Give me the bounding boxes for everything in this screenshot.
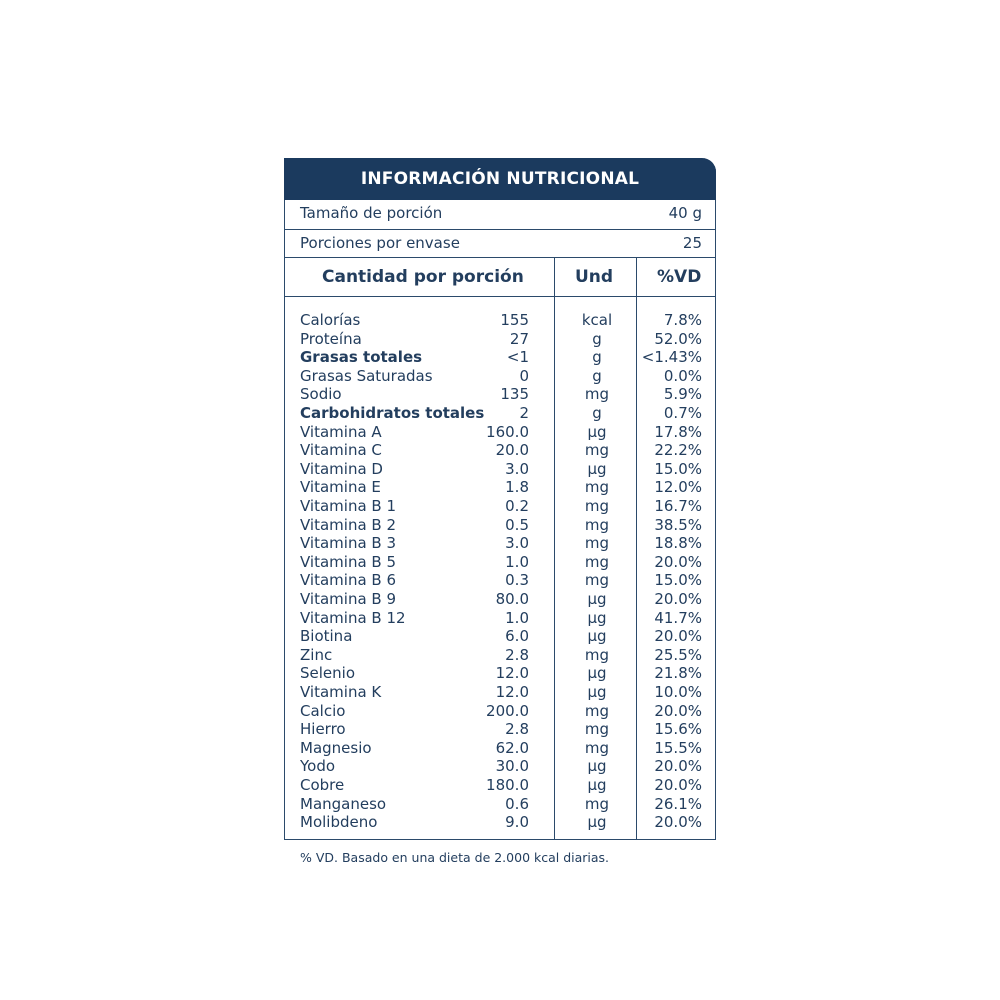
nutrient-name: Sodio — [300, 385, 342, 404]
nutrient-amount: 2.8 — [505, 645, 529, 664]
nutrient-unit: mg — [584, 534, 610, 553]
nutrient-dv: 20.0% — [654, 776, 702, 794]
column-header-unit: Und — [575, 267, 614, 287]
nutrient-dv: <1.43% — [641, 348, 702, 367]
nutrient-unit: µg — [587, 590, 607, 608]
nutrient-dv: 16.7% — [654, 497, 702, 515]
nutrient-amount: 0.2 — [505, 497, 529, 515]
nutrient-dv: 20.0% — [654, 590, 702, 608]
nutrient-name: Vitamina A — [300, 422, 382, 441]
nutrient-dv: 20.0% — [654, 813, 702, 832]
nutrient-unit: mg — [584, 794, 610, 813]
column-header-amount: Cantidad por porción — [322, 267, 524, 287]
nutrient-amount: 3.0 — [505, 534, 529, 553]
nutrient-dv: 7.8% — [663, 311, 702, 329]
nutrient-amount: 9.0 — [505, 813, 529, 832]
nutrient-amount: 12.0 — [495, 683, 529, 701]
nutrient-amount: 3.0 — [505, 459, 529, 478]
nutrient-unit: g — [592, 404, 602, 422]
nutrient-unit: µg — [587, 627, 607, 646]
table-row — [285, 348, 715, 367]
nutrient-name: Biotina — [300, 627, 353, 646]
nutrient-dv: 0.0% — [663, 366, 702, 385]
nutrient-dv: 38.5% — [654, 515, 702, 534]
nutrient-unit: µg — [587, 422, 607, 441]
footnote: % VD. Basado en una dieta de 2.000 kcal diarias. — [300, 850, 610, 865]
table-row — [285, 423, 715, 442]
label-title: INFORMACIÓN NUTRICIONAL — [284, 158, 716, 200]
nutrient-unit: µg — [587, 608, 607, 627]
table-row — [285, 571, 715, 590]
nutrient-unit: mg — [584, 720, 610, 739]
nutrient-unit: mg — [584, 701, 610, 720]
nutrient-name: Hierro — [300, 720, 346, 739]
nutrient-dv: 15.6% — [654, 720, 702, 739]
table-row — [285, 664, 715, 683]
nutrient-dv: 12.0% — [654, 478, 702, 497]
table-row — [285, 720, 715, 739]
nutrient-name: Zinc — [300, 645, 333, 664]
nutrient-dv: 52.0% — [654, 329, 702, 348]
nutrient-amount: 2.8 — [505, 720, 529, 739]
nutrient-name: Cobre — [300, 776, 345, 794]
nutrient-amount: 1.8 — [505, 478, 529, 497]
nutrient-dv: 20.0% — [654, 552, 702, 571]
nutrient-dv: 15.5% — [654, 738, 702, 757]
nutrient-dv: 10.0% — [654, 683, 702, 701]
nutrient-amount: 30.0 — [495, 757, 529, 776]
nutrient-dv: 17.8% — [654, 422, 702, 441]
nutrient-amount: 6.0 — [505, 627, 529, 646]
serving-size-label: Tamaño de porción — [300, 204, 443, 222]
nutrient-unit: µg — [587, 683, 607, 701]
nutrient-amount: 20.0 — [495, 441, 529, 460]
nutrient-dv: 15.0% — [654, 571, 702, 590]
nutrient-dv: 22.2% — [654, 441, 702, 460]
nutrient-unit: mg — [584, 515, 610, 534]
table-row — [285, 776, 715, 795]
servings-per-container-label: Porciones por envase — [300, 234, 460, 252]
nutrient-amount: 2 — [519, 404, 529, 422]
nutrition-label — [284, 158, 716, 840]
nutrient-unit: µg — [587, 664, 607, 683]
nutrient-amount: 0.5 — [505, 515, 529, 534]
nutrient-amount: 12.0 — [495, 664, 529, 683]
nutrient-amount: 155 — [500, 311, 529, 329]
servings-per-container-value: 25 — [682, 234, 702, 252]
nutrient-amount: 180.0 — [486, 776, 529, 794]
nutrient-unit: mg — [584, 738, 610, 757]
nutrient-name: Yodo — [300, 757, 336, 776]
nutrient-amount: <1 — [506, 348, 529, 367]
nutrient-amount: 62.0 — [495, 738, 529, 757]
table-row — [285, 553, 715, 572]
nutrient-name: Calorías — [300, 311, 361, 329]
nutrient-dv: 20.0% — [654, 757, 702, 776]
nutrient-name: Vitamina B 6 — [300, 571, 397, 590]
column-header-row — [285, 258, 715, 297]
nutrient-name: Vitamina K — [300, 683, 382, 701]
table-row — [285, 311, 715, 330]
nutrient-amount: 0.3 — [505, 571, 529, 590]
nutrient-unit: µg — [587, 776, 607, 794]
nutrient-name: Molibdeno — [300, 813, 378, 832]
nutrient-unit: g — [592, 348, 602, 367]
nutrient-name: Vitamina B 9 — [300, 590, 397, 608]
nutrient-name: Manganeso — [300, 794, 387, 813]
table-row — [285, 590, 715, 609]
nutrient-name: Vitamina B 5 — [300, 552, 397, 571]
column-header-dv: %VD — [657, 267, 702, 287]
table-row — [285, 534, 715, 553]
nutrient-unit: mg — [584, 571, 610, 590]
serving-size-row — [285, 200, 715, 230]
table-row — [285, 330, 715, 349]
nutrient-dv: 21.8% — [654, 664, 702, 683]
nutrient-dv: 0.7% — [663, 404, 702, 422]
nutrient-amount: 135 — [500, 385, 529, 404]
nutrient-dv: 25.5% — [654, 645, 702, 664]
table-row — [285, 460, 715, 479]
nutrient-dv: 20.0% — [654, 701, 702, 720]
table-row — [285, 757, 715, 776]
nutrient-unit: mg — [584, 385, 610, 404]
table-row — [285, 497, 715, 516]
nutrient-unit: kcal — [581, 311, 613, 329]
table-row — [285, 609, 715, 628]
nutrient-name: Vitamina B 3 — [300, 534, 397, 553]
nutrient-name: Vitamina B 2 — [300, 515, 397, 534]
nutrient-name: Grasas totales — [300, 348, 423, 367]
table-row — [285, 385, 715, 404]
nutrient-unit: µg — [587, 813, 607, 832]
nutrient-name: Vitamina D — [300, 459, 383, 478]
nutrient-amount: 0 — [519, 366, 529, 385]
nutrient-name: Magnesio — [300, 738, 372, 757]
nutrient-dv: 26.1% — [654, 794, 702, 813]
nutrient-name: Vitamina B 1 — [300, 497, 397, 515]
nutrient-name: Grasas Saturadas — [300, 366, 433, 385]
table-row — [285, 739, 715, 758]
nutrient-unit: µg — [587, 757, 607, 776]
nutrient-unit: mg — [584, 478, 610, 497]
table-row — [285, 478, 715, 497]
nutrient-dv: 18.8% — [654, 534, 702, 553]
nutrient-amount: 27 — [509, 329, 529, 348]
nutrient-name: Vitamina B 12 — [300, 608, 406, 627]
table-row — [285, 441, 715, 460]
servings-per-container-row — [285, 230, 715, 258]
nutrient-name: Selenio — [300, 664, 355, 683]
nutrient-unit: g — [592, 366, 602, 385]
nutrient-name: Calcio — [300, 701, 346, 720]
nutrient-unit: µg — [587, 459, 607, 478]
table-row — [285, 367, 715, 386]
nutrient-unit: mg — [584, 552, 610, 571]
nutrient-name: Vitamina E — [300, 478, 381, 497]
table-row — [285, 516, 715, 535]
table-row — [285, 683, 715, 702]
nutrient-dv: 15.0% — [654, 459, 702, 478]
nutrient-name: Carbohidratos totales — [300, 404, 485, 422]
nutrient-dv: 20.0% — [654, 627, 702, 646]
nutrient-dv: 41.7% — [654, 608, 702, 627]
nutrient-dv: 5.9% — [663, 385, 702, 404]
nutrient-amount: 160.0 — [486, 422, 529, 441]
nutrient-amount: 1.0 — [505, 552, 529, 571]
nutrient-amount: 1.0 — [505, 608, 529, 627]
nutrient-unit: mg — [584, 645, 610, 664]
nutrient-name: Vitamina C — [300, 441, 382, 460]
nutrient-unit: mg — [584, 497, 610, 515]
nutrient-amount: 200.0 — [486, 701, 529, 720]
nutrient-amount: 80.0 — [495, 590, 529, 608]
table-row — [285, 646, 715, 665]
table-row — [285, 795, 715, 814]
table-row — [285, 404, 715, 423]
nutrient-unit: mg — [584, 441, 610, 460]
nutrient-unit: g — [592, 329, 602, 348]
table-row — [285, 702, 715, 721]
serving-size-value: 40 g — [668, 204, 702, 222]
nutrient-name: Proteína — [300, 329, 362, 348]
table-row — [285, 627, 715, 646]
table-row — [285, 813, 715, 832]
nutrient-amount: 0.6 — [505, 794, 529, 813]
